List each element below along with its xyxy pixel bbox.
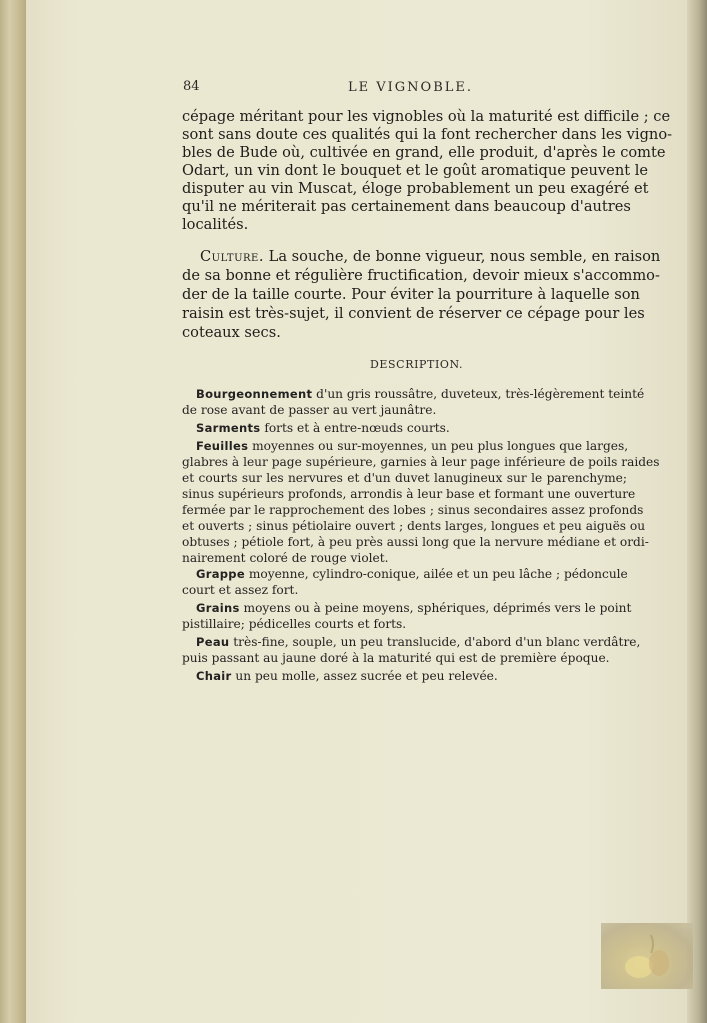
- sarments-entry: [196, 420, 627, 436]
- description-title: DESCRIPTION.: [370, 358, 464, 371]
- culture-text: La souche, de bonne vigueur, nous semble, en raison: [268, 248, 661, 265]
- feuilles-line: et ouverts ; sinus pétiolaire ouvert ; dents larges, longues et peu aiguës ou: [182, 519, 646, 533]
- feuilles-line: sinus supérieurs profonds, arrondis à leur base et formant une ouverture: [182, 487, 636, 501]
- culture-line: raisin est très-sujet, il convient de réserver ce cépage pour les: [182, 305, 645, 322]
- scan-artifact-shape: [601, 923, 693, 989]
- bourgeonnement-term: Bourgeonnement: [196, 387, 313, 401]
- chair-term: Chair: [196, 669, 232, 683]
- intro-line: sont sans doute ces qualités qui la font rechercher dans les vigno-: [182, 126, 673, 143]
- culture-first-line: [200, 248, 661, 266]
- page-right-edge: [687, 0, 707, 1023]
- intro-line: cépage méritant pour les vignobles où la maturité est difficile ; ce: [182, 108, 671, 125]
- book-spine-edge: [0, 0, 26, 1023]
- scan-artifact: [601, 923, 693, 989]
- bourgeonnement-line: de rose avant de passer au vert jaunâtre.: [182, 403, 437, 417]
- feuilles-line: glabres à leur page supérieure, garnies à leur page inférieure de poils raides: [182, 455, 660, 469]
- culture-line: der de la taille courte. Pour éviter la pourriture à laquelle son: [182, 286, 640, 303]
- feuilles-term: Feuilles: [196, 439, 249, 453]
- peau-text: très-fine, souple, un peu translucide, d'abord d'un blanc verdâtre,: [233, 635, 641, 649]
- page-number: 84: [183, 79, 200, 94]
- feuilles-line: fermée par le rapprochement des lobes ; sinus secondaires assez profonds: [182, 503, 644, 517]
- intro-line: disputer au vin Muscat, éloge probablement un peu exagéré et: [182, 180, 649, 197]
- culture-line: coteaux secs.: [182, 324, 281, 341]
- culture-label: Culture.: [200, 248, 264, 265]
- chair-entry: [196, 668, 627, 684]
- bourgeonnement-text: d'un gris roussâtre, duveteux, très-légèrement teinté: [316, 387, 645, 401]
- peau-term: Peau: [196, 635, 230, 649]
- feuilles-line: nairement coloré de rouge violet.: [182, 551, 389, 565]
- running-title: LE VIGNOBLE.: [348, 80, 474, 95]
- intro-line: Odart, un vin dont le bouquet et le goût aromatique peuvent le: [182, 162, 649, 179]
- feuilles-text: moyennes ou sur-moyennes, un peu plus longues que larges,: [252, 439, 629, 453]
- grains-entry: [196, 600, 632, 616]
- grappe-line: court et assez fort.: [182, 583, 299, 597]
- grains-line: pistillaire; pédicelles courts et forts.: [182, 617, 407, 631]
- bourgeonnement-entry: [196, 386, 645, 402]
- intro-line: qu'il ne mériterait pas certainement dans beaucoup d'autres: [182, 198, 631, 215]
- culture-line: de sa bonne et régulière fructification, devoir mieux s'accommo-: [182, 267, 660, 284]
- feuilles-line: et courts sur les nervures et d'un duvet lanugineux sur le parenchyme;: [182, 471, 627, 485]
- feuilles-line: obtuses ; pétiole fort, à peu près aussi long que la nervure médiane et ordi-: [182, 535, 649, 549]
- grappe-text: moyenne, cylindro-conique, ailée et un peu lâche ; pédoncule: [248, 567, 628, 581]
- peau-line: puis passant au jaune doré à la maturité qui est de première époque.: [182, 651, 610, 665]
- sarments-text: forts et à entre-nœuds courts.: [264, 421, 450, 435]
- peau-entry: [196, 634, 641, 650]
- grappe-term: Grappe: [196, 567, 245, 581]
- intro-line: bles de Bude où, cultivée en grand, elle produit, d'après le comte: [182, 144, 666, 161]
- feuilles-entry: [196, 438, 627, 454]
- grains-text: moyens ou à peine moyens, sphériques, déprimés vers le point: [243, 601, 632, 615]
- sarments-term: Sarments: [196, 421, 261, 435]
- chair-text: un peu molle, assez sucrée et peu relevée.: [235, 669, 498, 683]
- grains-term: Grains: [196, 601, 240, 615]
- intro-line: localités.: [182, 216, 249, 233]
- grappe-entry: [196, 566, 627, 582]
